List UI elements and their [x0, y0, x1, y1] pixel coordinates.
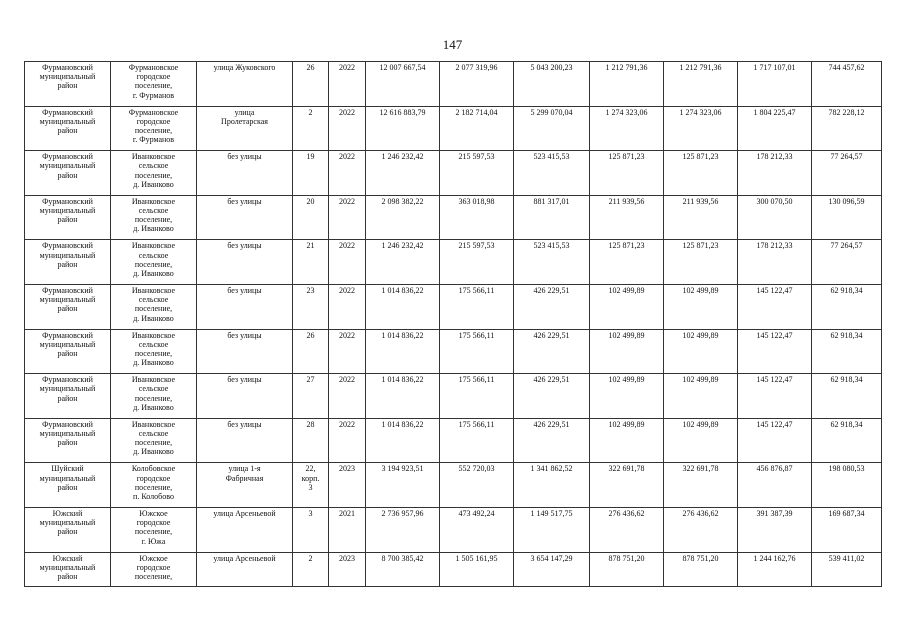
amount-cell: 5 299 070,04: [514, 106, 590, 151]
total-cost-cell: 1 246 232,42: [366, 240, 440, 285]
amount-cell: 102 499,89: [664, 418, 738, 463]
amount-cell: 1 804 225,47: [738, 106, 812, 151]
street-cell: без улицы: [197, 374, 293, 419]
amount-cell: 62 918,34: [812, 284, 882, 329]
amount-cell: 1 274 323,06: [590, 106, 664, 151]
amount-cell: 102 499,89: [590, 284, 664, 329]
total-cost-cell: 12 616 883,79: [366, 106, 440, 151]
amount-cell: 178 212,33: [738, 151, 812, 196]
amount-cell: 1 717 107,01: [738, 62, 812, 107]
total-cost-cell: 3 194 923,51: [366, 463, 440, 508]
amount-cell: 175 566,11: [440, 374, 514, 419]
amount-cell: 881 317,01: [514, 195, 590, 240]
settlement-cell: Фурмановское городское поселение, г. Фурманов: [111, 106, 197, 151]
street-cell: без улицы: [197, 195, 293, 240]
amount-cell: 456 876,87: [738, 463, 812, 508]
amount-cell: 102 499,89: [590, 418, 664, 463]
amount-cell: 276 436,62: [664, 507, 738, 552]
amount-cell: 523 415,53: [514, 240, 590, 285]
table-row: [25, 151, 882, 196]
settlement-cell: Иванковское сельское поселение, д. Иванково: [111, 151, 197, 196]
amount-cell: 145 122,47: [738, 418, 812, 463]
year-cell: 2022: [329, 240, 366, 285]
amount-cell: 77 264,57: [812, 151, 882, 196]
street-cell: без улицы: [197, 329, 293, 374]
amount-cell: 125 871,23: [590, 151, 664, 196]
year-cell: 2022: [329, 374, 366, 419]
district-cell: Фурмановский муниципальный район: [25, 329, 111, 374]
street-cell: без улицы: [197, 284, 293, 329]
amount-cell: 62 918,34: [812, 418, 882, 463]
amount-cell: 62 918,34: [812, 374, 882, 419]
amount-cell: 1 149 517,75: [514, 507, 590, 552]
amount-cell: 473 492,24: [440, 507, 514, 552]
table-row: [25, 507, 882, 552]
amount-cell: 5 043 200,23: [514, 62, 590, 107]
settlement-cell: Иванковское сельское поселение, д. Иванково: [111, 195, 197, 240]
amount-cell: 125 871,23: [664, 240, 738, 285]
street-cell: улица 1-я Фабричная: [197, 463, 293, 508]
district-cell: Фурмановский муниципальный район: [25, 418, 111, 463]
house-cell: 2: [293, 552, 329, 586]
district-cell: Фурмановский муниципальный район: [25, 62, 111, 107]
total-cost-cell: 2 736 957,96: [366, 507, 440, 552]
year-cell: 2023: [329, 463, 366, 508]
settlement-cell: Иванковское сельское поселение, д. Иванково: [111, 240, 197, 285]
street-cell: улица Жуковского: [197, 62, 293, 107]
house-cell: 21: [293, 240, 329, 285]
table-row: [25, 240, 882, 285]
district-cell: Фурмановский муниципальный район: [25, 240, 111, 285]
amount-cell: 145 122,47: [738, 284, 812, 329]
street-cell: улица Арсеньевой: [197, 507, 293, 552]
amount-cell: 102 499,89: [664, 329, 738, 374]
table-row: [25, 106, 882, 151]
amount-cell: 178 212,33: [738, 240, 812, 285]
district-cell: Шуйский муниципальный район: [25, 463, 111, 508]
amount-cell: 782 228,12: [812, 106, 882, 151]
amount-cell: 3 654 147,29: [514, 552, 590, 586]
total-cost-cell: 1 246 232,42: [366, 151, 440, 196]
amount-cell: 215 597,53: [440, 240, 514, 285]
amount-cell: 276 436,62: [590, 507, 664, 552]
district-cell: Фурмановский муниципальный район: [25, 284, 111, 329]
district-cell: Фурмановский муниципальный район: [25, 106, 111, 151]
amount-cell: 1 274 323,06: [664, 106, 738, 151]
year-cell: 2022: [329, 195, 366, 240]
settlement-cell: Фурмановское городское поселение, г. Фурманов: [111, 62, 197, 107]
settlement-cell: Колобовское городское поселение, п. Колобово: [111, 463, 197, 508]
table-row: [25, 552, 882, 586]
amount-cell: 744 457,62: [812, 62, 882, 107]
total-cost-cell: 1 014 836,22: [366, 374, 440, 419]
amount-cell: 539 411,02: [812, 552, 882, 586]
district-cell: Южский муниципальный район: [25, 552, 111, 586]
table-row: [25, 195, 882, 240]
amount-cell: 175 566,11: [440, 418, 514, 463]
street-cell: улица Арсеньевой: [197, 552, 293, 586]
year-cell: 2022: [329, 151, 366, 196]
amount-cell: 145 122,47: [738, 374, 812, 419]
total-cost-cell: 8 700 385,42: [366, 552, 440, 586]
house-cell: 23: [293, 284, 329, 329]
amount-cell: 211 939,56: [664, 195, 738, 240]
amount-cell: 363 018,98: [440, 195, 514, 240]
house-cell: 2: [293, 106, 329, 151]
settlement-cell: Иванковское сельское поселение, д. Иванково: [111, 284, 197, 329]
total-cost-cell: 1 014 836,22: [366, 418, 440, 463]
district-cell: Южский муниципальный район: [25, 507, 111, 552]
street-cell: без улицы: [197, 418, 293, 463]
amount-cell: 523 415,53: [514, 151, 590, 196]
total-cost-cell: 1 014 836,22: [366, 329, 440, 374]
amount-cell: 426 229,51: [514, 284, 590, 329]
settlement-cell: Иванковское сельское поселение, д. Иванково: [111, 418, 197, 463]
amount-cell: 102 499,89: [590, 374, 664, 419]
house-cell: 22, корп. 3: [293, 463, 329, 508]
amount-cell: 391 387,39: [738, 507, 812, 552]
amount-cell: 102 499,89: [664, 284, 738, 329]
amount-cell: 300 070,50: [738, 195, 812, 240]
amount-cell: 322 691,78: [664, 463, 738, 508]
amount-cell: 175 566,11: [440, 329, 514, 374]
amount-cell: 102 499,89: [664, 374, 738, 419]
amount-cell: 62 918,34: [812, 329, 882, 374]
house-cell: 26: [293, 329, 329, 374]
house-cell: 19: [293, 151, 329, 196]
amount-cell: 125 871,23: [590, 240, 664, 285]
amount-cell: 1 505 161,95: [440, 552, 514, 586]
amount-cell: 426 229,51: [514, 329, 590, 374]
settlement-cell: Южское городское поселение, г. Южа: [111, 507, 197, 552]
page-number: 147: [442, 37, 463, 52]
year-cell: 2022: [329, 62, 366, 107]
house-cell: 3: [293, 507, 329, 552]
street-cell: без улицы: [197, 240, 293, 285]
amount-cell: 426 229,51: [514, 374, 590, 419]
amount-cell: 130 096,59: [812, 195, 882, 240]
data-table: [24, 61, 882, 587]
amount-cell: 322 691,78: [590, 463, 664, 508]
amount-cell: 198 080,53: [812, 463, 882, 508]
street-cell: улица Пролетарская: [197, 106, 293, 151]
amount-cell: 552 720,03: [440, 463, 514, 508]
table-row: [25, 463, 882, 508]
amount-cell: 175 566,11: [440, 284, 514, 329]
table-row: [25, 329, 882, 374]
district-cell: Фурмановский муниципальный район: [25, 151, 111, 196]
amount-cell: 1 212 791,36: [590, 62, 664, 107]
settlement-cell: Иванковское сельское поселение, д. Иванково: [111, 374, 197, 419]
amount-cell: 169 687,34: [812, 507, 882, 552]
year-cell: 2022: [329, 329, 366, 374]
street-cell: без улицы: [197, 151, 293, 196]
amount-cell: 1 212 791,36: [664, 62, 738, 107]
settlement-cell: Иванковское сельское поселение, д. Иванково: [111, 329, 197, 374]
amount-cell: 1 244 162,76: [738, 552, 812, 586]
amount-cell: 125 871,23: [664, 151, 738, 196]
table-row: [25, 418, 882, 463]
amount-cell: 878 751,20: [590, 552, 664, 586]
house-cell: 27: [293, 374, 329, 419]
settlement-cell: Южское городское поселение,: [111, 552, 197, 586]
year-cell: 2022: [329, 418, 366, 463]
amount-cell: 145 122,47: [738, 329, 812, 374]
amount-cell: 2 077 319,96: [440, 62, 514, 107]
amount-cell: 426 229,51: [514, 418, 590, 463]
amount-cell: 77 264,57: [812, 240, 882, 285]
house-cell: 28: [293, 418, 329, 463]
amount-cell: 215 597,53: [440, 151, 514, 196]
total-cost-cell: 12 007 667,54: [366, 62, 440, 107]
amount-cell: 2 182 714,04: [440, 106, 514, 151]
total-cost-cell: 1 014 836,22: [366, 284, 440, 329]
amount-cell: 211 939,56: [590, 195, 664, 240]
house-cell: 26: [293, 62, 329, 107]
year-cell: 2023: [329, 552, 366, 586]
table-row: [25, 374, 882, 419]
district-cell: Фурмановский муниципальный район: [25, 374, 111, 419]
amount-cell: 1 341 862,52: [514, 463, 590, 508]
amount-cell: 878 751,20: [664, 552, 738, 586]
year-cell: 2022: [329, 284, 366, 329]
house-cell: 20: [293, 195, 329, 240]
year-cell: 2022: [329, 106, 366, 151]
table-row: [25, 62, 882, 107]
total-cost-cell: 2 098 382,22: [366, 195, 440, 240]
year-cell: 2021: [329, 507, 366, 552]
district-cell: Фурмановский муниципальный район: [25, 195, 111, 240]
table-row: [25, 284, 882, 329]
amount-cell: 102 499,89: [590, 329, 664, 374]
